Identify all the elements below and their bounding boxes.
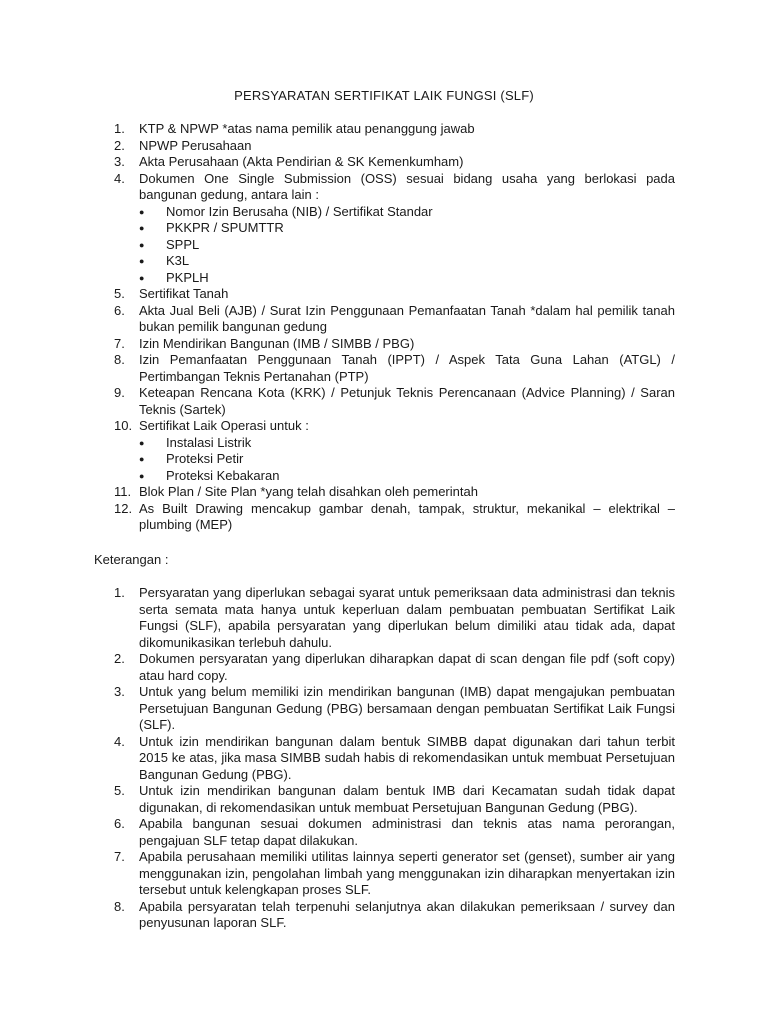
- bullet-icon: ●: [139, 272, 145, 283]
- sub-list-item: [94, 451, 675, 468]
- requirement-item: [94, 501, 675, 534]
- bullet-icon: ●: [139, 256, 145, 266]
- item-number: 2.: [114, 651, 125, 666]
- requirement-item: [94, 138, 675, 155]
- item-text: Sertifikat Laik Operasi untuk :: [139, 418, 309, 433]
- item-number: 12.: [114, 500, 133, 516]
- notes-list: [94, 585, 675, 932]
- requirement-item: [94, 154, 675, 171]
- note-item: [94, 899, 675, 932]
- requirement-item: [94, 385, 675, 418]
- sub-list-item: [94, 468, 675, 485]
- note-text: Apabila persyaratan telah terpenuhi selanjutnya akan dilakukan pemeriksaan / survey dan penyusunan laporan SLF.: [139, 898, 675, 930]
- item-number: 11.: [114, 484, 132, 499]
- item-number: 8.: [114, 352, 125, 367]
- item-text: Izin Pemanfaatan Penggunaan Tanah (IPPT) / Aspek Tata Guna Lahan (ATGL) / Pertimbangan Teknis Pertanahan (PTP): [139, 352, 675, 384]
- sub-item-text: PKPLH: [166, 269, 209, 285]
- sub-list-item: [94, 435, 675, 452]
- item-text: Izin Mendirikan Bangunan (IMB / SIMBB / PBG): [139, 335, 415, 351]
- sub-item-text: Proteksi Petir: [166, 451, 244, 466]
- bullet-icon: ●: [139, 239, 145, 250]
- note-text: Persyaratan yang diperlukan sebagai syarat untuk pemeriksaan data administrasi dan teknis serta semata mata hanya untuk keperluan dalam pembuatan pembuatan Sertifikat Laik Fungsi (SLF), apabila persyaratan yang diperlukan belum dimiliki atau tidak ada, dapat dikomunikasikan terlebuh dahulu.: [139, 585, 675, 650]
- requirement-item: [94, 484, 675, 501]
- item-text: Sertifikat Tanah: [139, 286, 229, 301]
- requirement-item: [94, 121, 675, 138]
- item-text: KTP & NPWP *atas nama pemilik atau penanggung jawab: [139, 121, 475, 136]
- note-item: [94, 684, 675, 734]
- item-number: 10.: [114, 418, 133, 433]
- bullet-icon: ●: [139, 223, 145, 233]
- requirement-item: [94, 336, 675, 353]
- item-number: 5.: [114, 286, 125, 301]
- note-text: Apabila bangunan sesuai dokumen administrasi dan teknis atas nama perorangan, pengajuan SLF tetap dapat dilakukan.: [139, 816, 675, 848]
- item-number: 4.: [114, 733, 125, 749]
- sub-list-item: [94, 237, 675, 254]
- sub-item-text: Nomor Izin Berusaha (NIB) / Sertifikat Standar: [166, 203, 433, 219]
- item-number: 1.: [114, 121, 125, 136]
- item-number: 5.: [114, 783, 125, 798]
- note-item: [94, 849, 675, 899]
- note-text: Apabila perusahaan memiliki utilitas lainnya seperti generator set (genset), sumber air yang menggunakan izin, pengolahan limbah yang menggunakan izin diharapkan menyertakan izin tersebut untuk kelengkapan proses SLF.: [139, 849, 675, 897]
- item-number: 8.: [114, 898, 125, 914]
- sub-list-item: [94, 253, 675, 270]
- item-number: 4.: [114, 170, 125, 186]
- item-number: 1.: [114, 585, 125, 600]
- note-text: Untuk izin mendirikan bangunan dalam bentuk SIMBB dapat digunakan dari tahun terbit 2015 ke atas, jika masa SIMBB sudah habis di rekomendasikan untuk membuat Persetujuan Bangunan Gedung (PBG).: [139, 733, 675, 782]
- note-item: [94, 651, 675, 684]
- item-text: NPWP Perusahaan: [139, 137, 252, 153]
- sub-list-item: [94, 270, 675, 287]
- item-text: Dokumen One Single Submission (OSS) sesuai bidang usaha yang berlokasi pada bangunan gedung, antara lain :: [139, 170, 675, 202]
- item-text: Akta Jual Beli (AJB) / Surat Izin Penggunaan Pemanfaatan Tanah *dalam hal pemilik tanah bukan pemilik bangunan gedung: [139, 302, 675, 334]
- bullet-icon: ●: [139, 454, 145, 464]
- bullet-icon: ●: [139, 437, 145, 448]
- requirement-item: [94, 286, 675, 303]
- sub-list-item: [94, 204, 675, 221]
- item-text: As Built Drawing mencakup gambar denah, tampak, struktur, mekanikal – elektrikal – plumbing (MEP): [139, 500, 675, 532]
- sub-item-text: SPPL: [166, 236, 200, 252]
- note-text: Untuk yang belum memiliki izin mendirikan bangunan (IMB) dapat mengajukan pembuatan Persetujuan Bangunan Gedung (PBG) bersamaan dengan pembuatan Sertifikat Laik Fungsi (SLF).: [139, 684, 675, 732]
- requirements-list: [94, 121, 675, 534]
- sub-item-text: K3L: [166, 253, 190, 268]
- item-number: 6.: [114, 302, 125, 318]
- item-number: 3.: [114, 684, 125, 699]
- item-text: Blok Plan / Site Plan *yang telah disahkan oleh pemerintah: [139, 484, 478, 499]
- note-item: [94, 585, 675, 651]
- note-item: [94, 734, 675, 784]
- bullet-icon: ●: [139, 206, 145, 217]
- sub-item-text: Proteksi Kebakaran: [166, 467, 280, 483]
- notes-heading: Keterangan :: [94, 552, 169, 567]
- document-title: PERSYARATAN SERTIFIKAT LAIK FUNGSI (SLF): [234, 88, 534, 103]
- requirement-item: [94, 352, 675, 385]
- note-item: [94, 783, 675, 816]
- item-number: 6.: [114, 816, 125, 831]
- note-item: [94, 816, 675, 849]
- item-text: Akta Perusahaan (Akta Pendirian & SK Kemenkumham): [139, 154, 464, 169]
- item-text: Keteapan Rencana Kota (KRK) / Petunjuk Teknis Perencanaan (Advice Planning) / Saran Teknis (Sartek): [139, 385, 675, 417]
- sub-item-text: Instalasi Listrik: [166, 434, 252, 450]
- requirement-item: [94, 418, 675, 435]
- bullet-icon: ●: [139, 470, 145, 481]
- sub-item-text: PKKPR / SPUMTTR: [166, 220, 284, 235]
- requirement-item: [94, 171, 675, 204]
- note-text: Untuk izin mendirikan bangunan dalam bentuk IMB dari Kecamatan sudah tidak dapat digunakan, di rekomendasikan untuk membuat Persetujuan Bangunan Gedung (PBG).: [139, 783, 675, 815]
- item-number: 3.: [114, 154, 125, 169]
- item-number: 2.: [114, 137, 125, 153]
- item-number: 7.: [114, 335, 125, 351]
- requirement-item: [94, 303, 675, 336]
- item-number: 7.: [114, 849, 125, 864]
- sub-list-item: [94, 220, 675, 237]
- item-number: 9.: [114, 385, 125, 400]
- note-text: Dokumen persyaratan yang diperlukan diharapkan dapat di scan dengan file pdf (soft copy) atau hard copy.: [139, 651, 675, 683]
